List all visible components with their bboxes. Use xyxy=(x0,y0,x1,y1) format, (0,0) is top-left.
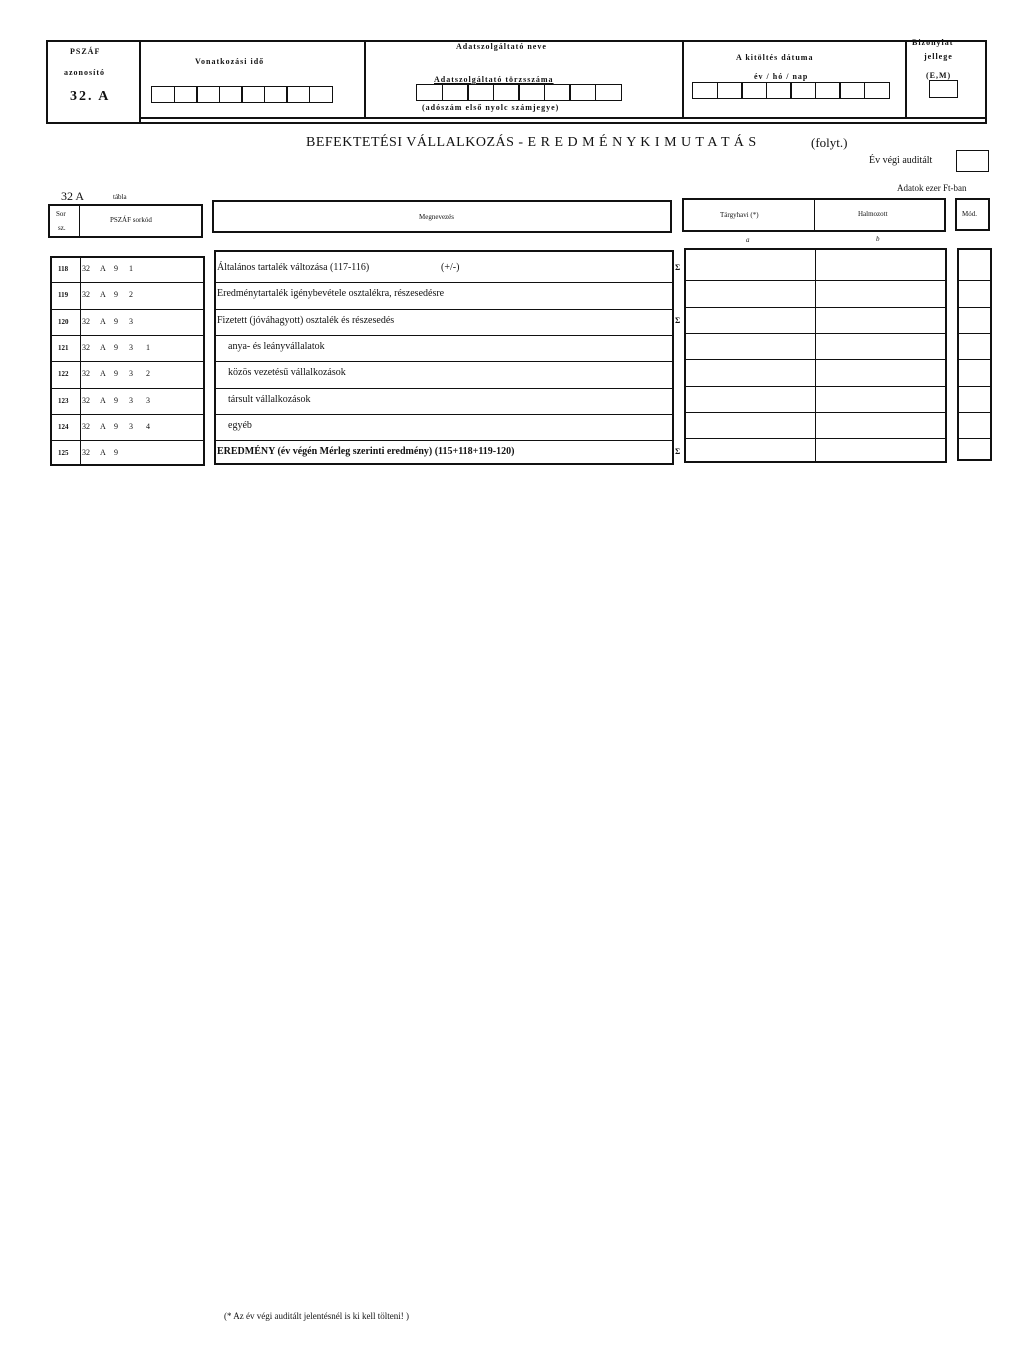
sorkod-char: 3 xyxy=(129,395,133,405)
row-divider xyxy=(50,335,205,336)
sorkod-char: 1 xyxy=(146,342,150,352)
sorkod-char: 32 xyxy=(82,290,90,300)
row-label: Fizetett (jóváhagyott) osztalék és részesedés xyxy=(217,314,395,326)
sorkod-char: 3 xyxy=(146,395,150,405)
row-label: Általános tartalék változása (117-116) xyxy=(217,262,370,273)
halmozott-input[interactable] xyxy=(817,256,945,280)
row-label: egyéb xyxy=(228,419,252,431)
row-number: 118 xyxy=(58,265,69,273)
sorkod-char: 9 xyxy=(114,369,118,379)
row-divider xyxy=(50,440,205,441)
col-mod: Mód. xyxy=(962,210,977,218)
row-divider xyxy=(957,307,992,308)
row-divider xyxy=(214,440,674,441)
mod-input[interactable] xyxy=(959,414,990,438)
mod-input[interactable] xyxy=(959,282,990,306)
row-label: társult vállalkozások xyxy=(228,393,311,405)
halmozott-input[interactable] xyxy=(817,309,945,333)
row-number: 120 xyxy=(58,317,69,326)
ev-vegi-auditalt-label: Év végi auditált xyxy=(869,155,933,166)
row-divider xyxy=(50,414,205,415)
sorkod-char: A xyxy=(100,316,106,326)
vonatkozasi-ido-field[interactable] xyxy=(151,86,331,108)
sorkod-char: 1 xyxy=(129,264,133,273)
row-number: 122 xyxy=(58,370,69,379)
kitoltes-datuma-label: A kitöltés dátuma xyxy=(736,53,814,62)
adoszam-note: (adószám első nyolc számjegye) xyxy=(422,103,560,112)
sigma-icon: Σ xyxy=(675,263,681,272)
row-divider xyxy=(50,309,205,310)
targyhavi-input[interactable] xyxy=(686,309,814,333)
sorkod-char: A xyxy=(100,342,106,352)
targyhavi-input[interactable] xyxy=(686,440,814,464)
row-divider xyxy=(684,280,947,281)
tabla-label: tábla xyxy=(113,193,127,201)
sorkod-char: 32 xyxy=(82,342,90,352)
row-divider xyxy=(214,361,674,362)
col-sz: sz. xyxy=(58,224,66,232)
mod-input[interactable] xyxy=(959,388,990,412)
row-divider xyxy=(957,386,992,387)
table-id: 32 A xyxy=(61,189,85,203)
halmozott-input[interactable] xyxy=(817,361,945,385)
sorkod-char: 3 xyxy=(129,369,133,379)
row-divider xyxy=(684,386,947,387)
footnote: (* Az év végi auditált jelentésnél is ki kell tölteni! ) xyxy=(224,1311,409,1321)
form-id: 32. A xyxy=(70,89,111,104)
bizonylat-jellege-field[interactable] xyxy=(929,80,958,98)
form-title: BEFEKTETÉSI VÁLLALKOZÁS - E R E D M É N Y K I M U T A T Á S xyxy=(306,135,757,150)
row-divider xyxy=(214,282,674,283)
sorkod-char: A xyxy=(100,448,106,458)
targyhavi-input[interactable] xyxy=(686,388,814,412)
sorkod-char: 9 xyxy=(114,342,118,352)
row-divider xyxy=(684,333,947,334)
targyhavi-input[interactable] xyxy=(686,256,814,280)
jellege-label: jellege xyxy=(924,52,953,61)
sorkod-char: 32 xyxy=(82,264,90,273)
form-title-cont: (folyt.) xyxy=(811,135,848,150)
row-number: 123 xyxy=(58,396,69,405)
adatszolgaltato-neve-label: Adatszolgáltató neve xyxy=(456,42,547,51)
row-divider xyxy=(214,414,674,415)
col-targyhavi: Tárgyhavi (*) xyxy=(720,211,759,219)
sorkod-char: A xyxy=(100,264,106,273)
targyhavi-input[interactable] xyxy=(686,361,814,385)
row-divider xyxy=(50,388,205,389)
em-label: (E,M) xyxy=(926,71,952,80)
vonatkozasi-ido-label: Vonatkozási idő xyxy=(195,57,265,66)
sorkod-char: 2 xyxy=(129,290,133,300)
units-label: Adatok ezer Ft-ban xyxy=(897,183,967,193)
targyhavi-input[interactable] xyxy=(686,335,814,359)
sorkod-char: 3 xyxy=(129,316,133,326)
sorkod-char: 4 xyxy=(146,421,150,431)
sorkod-char: 9 xyxy=(114,290,118,300)
sorkod-char: 2 xyxy=(146,369,150,379)
sorkod-char: 9 xyxy=(114,421,118,431)
sorkod-char: A xyxy=(100,290,106,300)
sub-a: a xyxy=(746,236,750,244)
col-megnevezes: Megnevezés xyxy=(419,213,454,221)
mod-input[interactable] xyxy=(959,309,990,333)
row-divider xyxy=(957,359,992,360)
targyhavi-input[interactable] xyxy=(686,282,814,306)
col-pszaf-sorkod: PSZÁF sorkód xyxy=(110,216,152,224)
row-label: EREDMÉNY (év végén Mérleg szerinti eredmény) (115+118+119-120) xyxy=(217,446,515,458)
row-divider xyxy=(50,282,205,283)
mod-input[interactable] xyxy=(959,440,990,464)
sorkod-char: 9 xyxy=(114,395,118,405)
sorkod-char: 32 xyxy=(82,448,90,458)
row-label: közös vezetésű vállalkozások xyxy=(228,367,346,379)
mod-input[interactable] xyxy=(959,256,990,280)
row-divider xyxy=(684,412,947,413)
halmozott-input[interactable] xyxy=(817,388,945,412)
torzsszam-label: Adatszolgáltató törzsszáma xyxy=(434,75,554,84)
row-divider xyxy=(684,438,947,439)
row-divider xyxy=(684,307,947,308)
row-number: 125 xyxy=(58,449,69,458)
mod-input[interactable] xyxy=(959,335,990,359)
kitoltes-datuma-field[interactable] xyxy=(692,82,888,104)
row-divider xyxy=(957,333,992,334)
row-divider xyxy=(957,438,992,439)
row-number: 124 xyxy=(58,422,69,431)
col-sor: Sor xyxy=(56,210,66,218)
row-divider xyxy=(684,359,947,360)
mod-input[interactable] xyxy=(959,361,990,385)
sorkod-char: 9 xyxy=(114,264,118,273)
row-divider xyxy=(50,361,205,362)
sorkod-char: 32 xyxy=(82,369,90,379)
row-divider xyxy=(214,309,674,310)
azonosito-label: azonosító xyxy=(64,68,105,77)
halmozott-input[interactable] xyxy=(817,335,945,359)
row-label: anya- és leányvállalatok xyxy=(228,340,325,352)
sorkod-char: 9 xyxy=(114,316,118,326)
row-number: 121 xyxy=(58,343,69,352)
row-divider xyxy=(214,335,674,336)
ev-vegi-auditalt-checkbox[interactable] xyxy=(956,150,989,172)
row-number: 119 xyxy=(58,291,69,300)
sorkod-char: A xyxy=(100,395,106,405)
sub-b: b xyxy=(876,235,880,243)
halmozott-input[interactable] xyxy=(817,414,945,438)
row-divider xyxy=(957,280,992,281)
row-sign-note: (+/-) xyxy=(441,262,460,273)
row-divider xyxy=(957,412,992,413)
row-label: Eredménytartalék igénybevétele osztalékra, részesedésre xyxy=(217,288,445,300)
halmozott-input[interactable] xyxy=(817,440,945,464)
sorkod-char: 32 xyxy=(82,395,90,405)
row-divider xyxy=(214,388,674,389)
sigma-icon: Σ xyxy=(675,447,681,457)
sorkod-char: 32 xyxy=(82,421,90,431)
sorkod-char: A xyxy=(100,369,106,379)
sorkod-char: 3 xyxy=(129,342,133,352)
bizonylat-label: Bizonylat xyxy=(912,38,954,47)
sorkod-char: A xyxy=(100,421,106,431)
ev-ho-nap-label: év / hó / nap xyxy=(754,72,809,81)
targyhavi-input[interactable] xyxy=(686,414,814,438)
pszaf-label: PSZÁF xyxy=(70,47,101,56)
sorkod-char: 9 xyxy=(114,448,118,458)
sorkod-char: 32 xyxy=(82,316,90,326)
sorkod-char: 3 xyxy=(129,421,133,431)
col-halmozott: Halmozott xyxy=(858,210,888,218)
sigma-icon: Σ xyxy=(675,315,681,325)
halmozott-input[interactable] xyxy=(817,282,945,306)
